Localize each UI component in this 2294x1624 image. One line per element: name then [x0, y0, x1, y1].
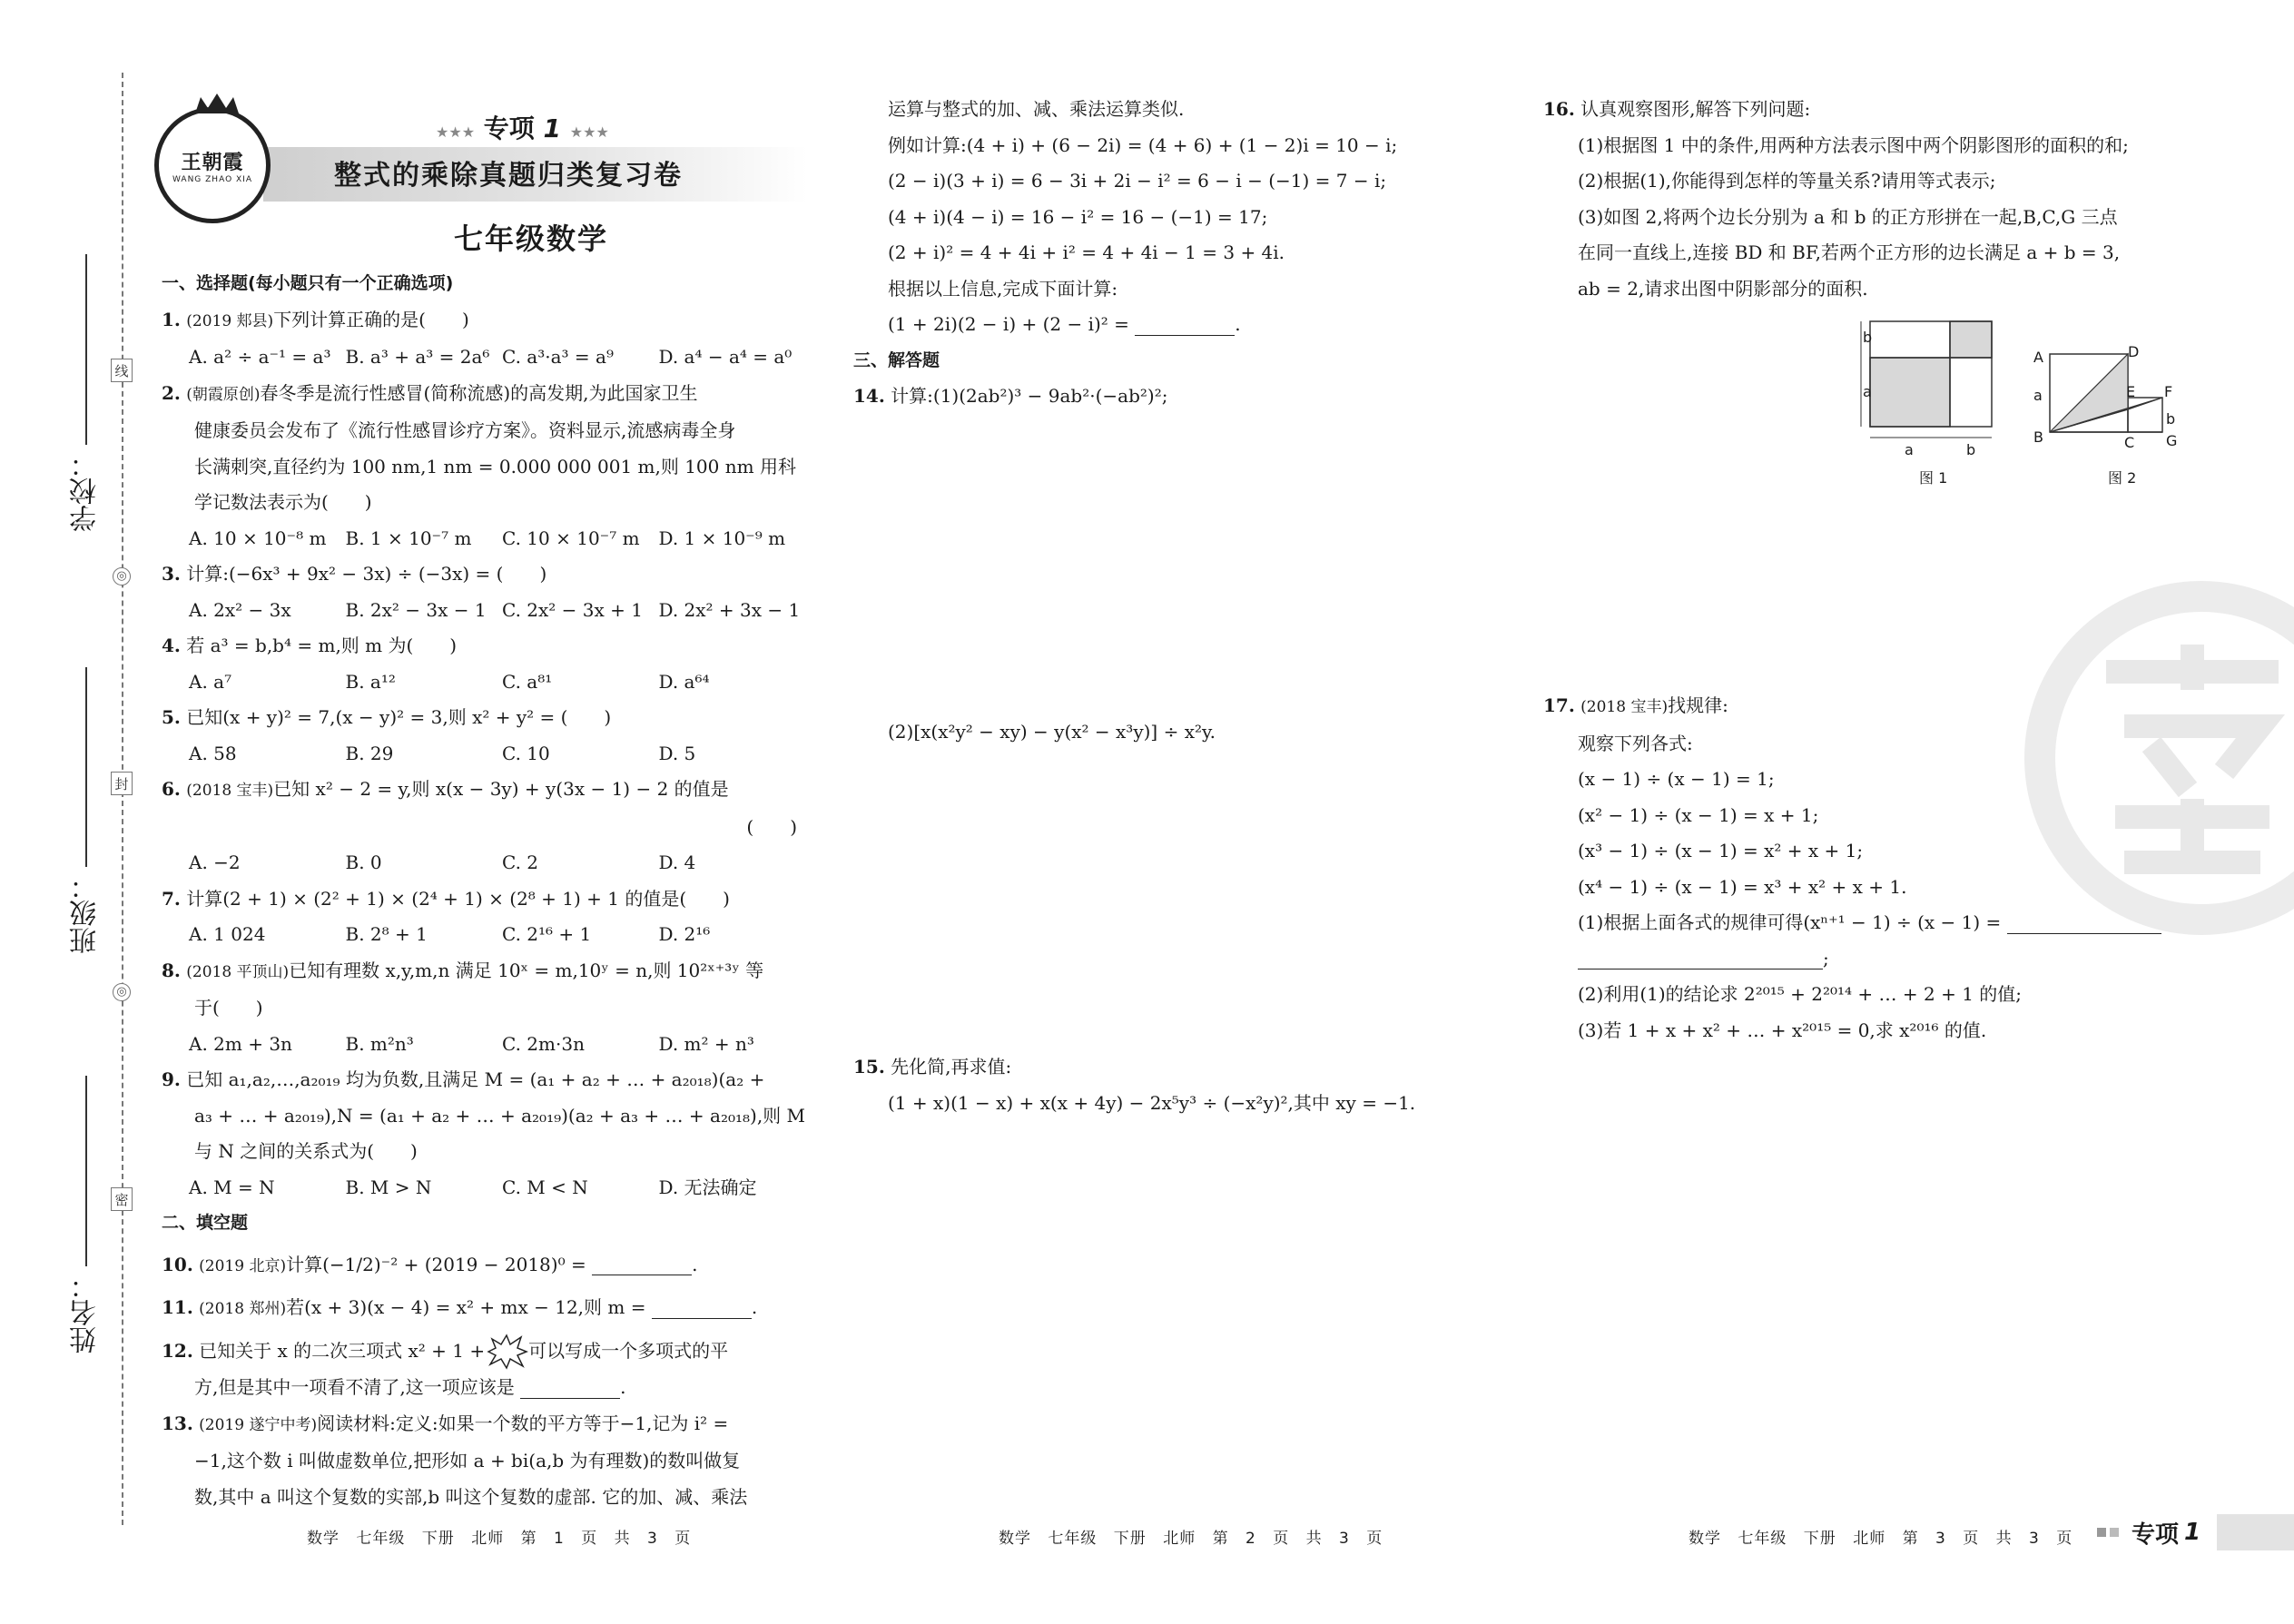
question-15: 15. 先化简,再求值: [853, 1056, 1012, 1078]
question-6-options: A. −2 B. 0 C. 2 D. 4 [189, 851, 696, 873]
question-17: 17. (2018 宝丰)找规律: [1543, 694, 1728, 716]
question-9-options: A. M = N B. M > N C. M < N D. 无法确定 [189, 1176, 757, 1198]
question-16: 16. 认真观察图形,解答下列问题: [1543, 98, 1811, 120]
figure-2-caption: 图 2 [2108, 469, 2137, 487]
footer-page-3: 数学 七年级 下册 北师 第 3 页 共 3 页 [1689, 1530, 2073, 1548]
crown-icon [193, 92, 241, 115]
question-9: 9. 已知 a₁,a₂,…,a₂₀₁₉ 均为负数,且满足 M = (a₁ + a₂ + … + a₂₀₁₈)(a₂ + [162, 1068, 765, 1090]
question-3: 3. 计算:(−6x³ + 9x² − 3x) ÷ (−3x) = ( ) [162, 563, 547, 585]
question-4-options: A. a⁷ B. a¹² C. a⁸¹ D. a⁶⁴ [189, 670, 710, 693]
seal-label-line: 线 [111, 359, 133, 382]
answer-blank[interactable] [1135, 316, 1235, 336]
question-13-calc: (1 + 2i)(2 − i) + (2 − i)² = . [888, 313, 1241, 335]
corner-tag: 专项 1 [2097, 1514, 2294, 1550]
figure-1-caption: 图 1 [1919, 469, 1948, 487]
question-4: 4. 若 a³ = b,b⁴ = m,则 m 为( ) [162, 635, 458, 656]
name-label: 姓名： [70, 1272, 102, 1353]
page-header [154, 100, 826, 272]
footer-page-1: 数学 七年级 下册 北师 第 1 页 共 3 页 [307, 1530, 692, 1548]
answer-space[interactable] [853, 750, 1471, 1049]
question-13: 13. (2019 遂宁中考)阅读材料:定义:如果一个数的平方等于−1,记为 i² = [162, 1412, 729, 1434]
star-icon: ★★★ [569, 123, 609, 141]
seal-watermark-glyph [2088, 635, 2294, 881]
question-2: 2. (朝霞原创)春冬季是流行性感冒(简称流感)的高发期,为此国家卫生 [162, 381, 698, 404]
question-5: 5. 已知(x + y)² = 7,(x − y)² = 3,则 x² + y² = ( ) [162, 706, 612, 728]
question-8: 8. (2018 平顶山)已知有理数 x,y,m,n 满足 10ˣ = m,10ʸ = n,则 10²ˣ⁺³ʸ 等 [162, 959, 764, 981]
answer-blank[interactable] [1578, 950, 1823, 969]
column-3: 16. 认真观察图形,解答下列问题: (1)根据图 1 中的条件,用两种方法表示图中两个阴影图形的面积的和; (2)根据(1),你能得到怎样的等量关系?请用等式表示; (3)如图 2,将两个边长分别为 a 和 b 的正方形拼在一起,B,C,G 三点 在同一直线上,连接 BD 和 BF,若两个正方形的边长满足 a + b = 3, ab = 2,请求出图中阴影部分的面积. 17. (2018 宝丰)找规律: 观察下列各式: (x − 1) ÷ (x − 1) = 1; (x² − 1) ÷ (x − 1) = x + 1; (x³ − 1) ÷ (x − 1) = x² + x + 1; (x⁴ − 1) ÷ (x − 1) = x³ + x² + x + 1. (1)根据上面各式的规律可得(xⁿ⁺¹ − 1) ÷ (x − 1) = ; (2)利用(1)的结论求 2²⁰¹⁵ + 2²⁰¹⁴ + … + 2 + 1 的值; (3)若 1 + x + x² + … + x²⁰¹⁵ = 0,求 x²⁰¹⁶ 的值. [1543, 92, 2233, 1048]
binding-hole: ◎ [113, 983, 131, 1001]
question-1-options: A. a² ÷ a⁻¹ = a³ B. a³ + a³ = 2a⁶ C. a³·a³ = a⁹ D. a⁴ − a⁴ = a⁰ [189, 346, 793, 368]
binding-strip [0, 0, 145, 1624]
question-3-options: A. 2x² − 3x B. 2x² − 3x − 1 C. 2x² − 3x + 1 D. 2x² + 3x − 1 [189, 598, 801, 621]
school-field[interactable] [54, 254, 118, 532]
seal-label-secret: 密 [111, 1187, 133, 1211]
column-1: 一、选择题(每小题只有一个正确选项) 1. (2019 郏县)下列计算正确的是( ) A. a² ÷ a⁻¹ = a³ B. a³ + a³ = 2a⁶ C. a³·a³ = a⁹ D. a⁴ − a⁴ = a⁰ 2. (朝霞原创)春冬季是流行性感冒(简称流感)的高发期,为此国家卫生 健康委员会发布了《流行性感冒诊疗方案》。资料显示,流感病毒全身 长满刺突,直径约为 100 nm,1 nm = 0.000 000 001 m,则 100 nm 用科 学记数法表示为( ) A. 10 × 10⁻⁸ m B. 1 × 10⁻⁷ m C. 10 × 10⁻⁷ m D. 1 × 10⁻⁹ m 3. 计算:(−6x³ + 9x² − 3x) ÷ (−3x) = ( ) A. 2x² − 3x B. 2x² − 3x − 1 C. 2x² − 3x + 1 D. 2x² + 3x − 1 4. 若 a³ = b,b⁴ = m,则 m 为( ) A. a⁷ B. a¹² C. a⁸¹ D. a⁶⁴ 5. 已知(x + y)² = 7,(x − y)² = 3,则 x² + y² = ( ) A. 58 B. 29 C. 10 D. 5 6. (2018 宝丰)已知 x² − 2 = y,则 x(x − 3y) + y(3x − 1) − 2 的值是 ( ) A. −2 B. 0 C. 2 D. 4 7. 计算(2 + 1) × (2² + 1) × (2⁴ + 1) × (2⁸ + 1) + 1 的值是( ) A. 1 024 B. 2⁸ + 1 C. 2¹⁶ + 1 D. 2¹⁶ 8. (2018 平顶山)已知有理数 x,y,m,n 满足 10ˣ = m,10ʸ = n,则 10²ˣ⁺³ʸ 等 于( ) A. 2m + 3n B. m²n³ C. 2m·3n D. m² + n³ 9. 已知 a₁,a₂,…,a₂₀₁₉ 均为负数,且满足 M = (a₁ + a₂ + … + a₂₀₁₈)(a₂ + a₃ + … + a₂₀₁₉),N = (a₁ + a₂ + … + a₂₀₁₉)(a₂ + a₃ + … + a₂₀₁₈),则 M 与 N 之间的关系式为( ) A. M = N B. M > N C. M < N D. 无法确定 二、填空题 10. (2019 北京)计算(−1/2)⁻² + (2019 − 2018)⁰ = . 11. (2018 郑州)若(x + 3)(x − 4) = x² + mx − 12,则 m = . 12. 已知关于 x 的二次三项式 x² + 1 + 可以写成一个多项式的平 方,但是其中一项看不清了,这一项应该是 . 13. (2019 遂宁中考)阅读材料:定义:如果一个数的平方等于−1,记为 i² = −1,这个数 i 叫做虚数单位,把形如 a + bi(a,b 为有理数)的数叫做复 数,其中 a 叫这个复数的实部,b 叫这个复数的虚部. 它的加、减、乘法 [162, 266, 815, 1515]
footer-page-2: 数学 七年级 下册 北师 第 2 页 共 3 页 [999, 1530, 1383, 1548]
logo-subtext: WANG ZHAO XIA [172, 174, 252, 184]
answer-blank[interactable] [652, 1299, 752, 1319]
answer-blank[interactable] [520, 1379, 620, 1399]
binding-hole: ◎ [113, 567, 131, 586]
brand-logo [154, 107, 271, 223]
question-12-line2: 方,但是其中一项看不清了,这一项应该是 . [194, 1376, 626, 1398]
grade-title: 七年级数学 [454, 221, 609, 256]
question-16-figures: b a a b A D E F a b B C G 图 1 图 2 [1852, 316, 2251, 488]
question-11: 11. (2018 郑州)若(x + 3)(x − 4) = x² + mx − 12,则 m = . [162, 1296, 758, 1318]
seal-label-seal: 封 [111, 772, 133, 795]
page-title: 整式的乘除真题归类复习卷 [334, 160, 683, 192]
logo-text: 王朝霞 [181, 150, 244, 174]
question-7-options: A. 1 024 B. 2⁸ + 1 C. 2¹⁶ + 1 D. 2¹⁶ [189, 923, 711, 945]
ink-blot-icon [485, 1334, 528, 1370]
question-1: 1. (2019 郏县)下列计算正确的是( ) [162, 308, 469, 330]
figure-1 [1861, 321, 1992, 438]
question-14-part1: 14. 计算:(1)(2ab²)³ − 9ab²·(−ab²)²; [853, 385, 1168, 407]
question-8-options: A. 2m + 3n B. m²n³ C. 2m·3n D. m² + n³ [189, 1032, 754, 1055]
school-label: 学校： [70, 450, 102, 532]
question-5-options: A. 58 B. 29 C. 10 D. 5 [189, 742, 696, 764]
question-17-part1: (1)根据上面各式的规律可得(xⁿ⁺¹ − 1) ÷ (x − 1) = [1543, 905, 2233, 941]
question-6: 6. (2018 宝丰)已知 x² − 2 = y,则 x(x − 3y) + y(3x − 1) − 2 的值是 [162, 778, 729, 800]
question-12: 12. 已知关于 x 的二次三项式 x² + 1 + 可以写成一个多项式的平 [162, 1334, 815, 1371]
section-solve-heading: 三、解答题 [853, 349, 940, 370]
class-label: 班级： [70, 872, 102, 954]
question-10: 10. (2019 北京)计算(−1/2)⁻² + (2019 − 2018)⁰ = . [162, 1253, 698, 1275]
question-14-part2: (2)[x(x²y² − xy) − y(x² − x³y)] ÷ x²y. [888, 720, 1216, 743]
question-7: 7. 计算(2 + 1) × (2² + 1) × (2⁴ + 1) × (2⁸ + 1) + 1 的值是( ) [162, 887, 730, 910]
star-icon: ★★★ [436, 123, 476, 141]
figure-2 [2050, 354, 2162, 432]
name-field[interactable] [54, 1076, 118, 1353]
section-fill-heading: 二、填空题 [162, 1213, 249, 1233]
question-6-paren: ( ) [746, 815, 797, 838]
question-17-part1-cont: ; [1543, 941, 2233, 978]
figure-diagrams [1852, 316, 2251, 461]
column-2: 运算与整式的加、减、乘法运算类似. 例如计算:(4 + i) + (6 − 2i) = (4 + 6) + (1 − 2)i = 10 − i; (2 − i)(3 + i) = 6 − 3i + 2i − i² = 6 − i − (−1) = 7 − i; (4 + i)(4 − i) = 16 − i² = 16 − (−1) = 17; (2 + i)² = 4 + 4i + i² = 4 + 4i − 1 = 3 + 4i. 根据以上信息,完成下面计算: (1 + 2i)(2 − i) + (2 − i)² = . 三、解答题 14. 计算:(1)(2ab²)³ − 9ab²·(−ab²)²; (2)[x(x²y² − xy) − y(x² − x³y)] ÷ x²y. 15. 先化简,再求值: (1 + x)(1 − x) + x(x + 4y) − 2x⁵y³ ÷ (−x²y)²,其中 xy = −1. [853, 92, 1471, 1121]
binding-dash-line [122, 73, 123, 1525]
class-field[interactable] [54, 667, 118, 954]
section-choice-heading: 一、选择题(每小题只有一个正确选项) [162, 273, 454, 293]
answer-space[interactable] [853, 415, 1471, 714]
question-2-options: A. 10 × 10⁻⁸ m B. 1 × 10⁻⁷ m C. 10 × 10⁻⁷ m D. 1 × 10⁻⁹ m [189, 527, 786, 549]
special-tag: ★★★ 专项 1 ★★★ [436, 113, 609, 143]
answer-blank[interactable] [592, 1255, 692, 1275]
